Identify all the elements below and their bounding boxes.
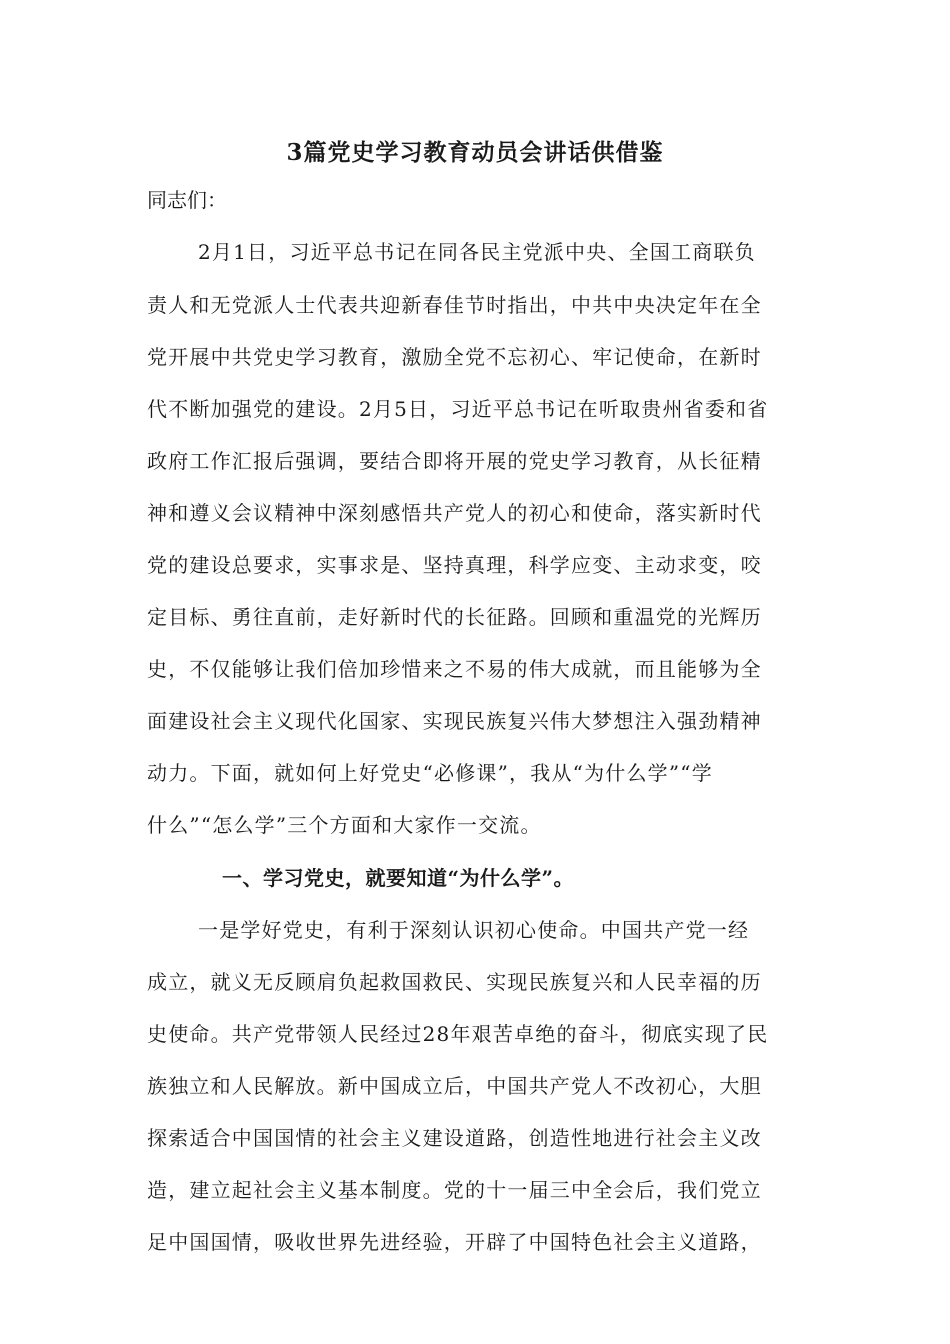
section-heading: 一、学习党史，就要知道“为什么学”。 bbox=[222, 866, 575, 890]
paragraph-line: 足中国国情，吸收世界先进经验，开辟了中国特色社会主义道路， bbox=[147, 1230, 762, 1254]
paragraph-line: 造，建立起社会主义基本制度。党的十一届三中全会后，我们党立 bbox=[147, 1178, 762, 1202]
paragraph-line: 党的建设总要求，实事求是、坚持真理，科学应变、主动求变，咬 bbox=[147, 553, 762, 577]
paragraph-line: 定目标、勇往直前，走好新时代的长征路。回顾和重温党的光辉历 bbox=[147, 605, 762, 629]
paragraph-line: 一是学好党史，有利于深刻认识初心使命。中国共产党一经 bbox=[198, 918, 750, 942]
paragraph-line: 神和遵义会议精神中深刻感悟共产党人的初心和使命，落实新时代 bbox=[147, 501, 762, 525]
paragraph-line: 政府工作汇报后强调，要结合即将开展的党史学习教育，从长征精 bbox=[147, 449, 762, 473]
paragraph-line: 党开展中共党史学习教育，激励全党不忘初心、牢记使命，在新时 bbox=[147, 345, 762, 369]
document-title: 3篇党史学习教育动员会讲话供借鉴 bbox=[286, 139, 664, 166]
paragraph-line: 成立，就义无反顾肩负起救国救民、实现民族复兴和人民幸福的历 bbox=[147, 970, 762, 994]
paragraph-line: 2月1日，习近平总书记在同各民主党派中央、全国工商联负 bbox=[198, 240, 756, 264]
paragraph-line: 什么”“怎么学”三个方面和大家作一交流。 bbox=[147, 813, 542, 837]
paragraph-line: 动力。下面，就如何上好党史“必修课”，我从“为什么学”“学 bbox=[147, 761, 713, 785]
paragraph-line: 面建设社会主义现代化国家、实现民族复兴伟大梦想注入强劲精神 bbox=[147, 709, 762, 733]
paragraph-line: 族独立和人民解放。新中国成立后，中国共产党人不改初心，大胆 bbox=[147, 1074, 762, 1098]
paragraph-line: 责人和无党派人士代表共迎新春佳节时指出，中共中央决定年在全 bbox=[147, 293, 762, 317]
paragraph-line: 探索适合中国国情的社会主义建设道路，创造性地进行社会主义改 bbox=[147, 1126, 762, 1150]
salutation: 同志们： bbox=[147, 188, 227, 212]
paragraph-line: 史使命。共产党带领人民经过28年艰苦卓绝的奋斗，彻底实现了民 bbox=[147, 1022, 769, 1046]
paragraph-line: 史，不仅能够让我们倍加珍惜来之不易的伟大成就，而且能够为全 bbox=[147, 657, 762, 681]
paragraph-line: 代不断加强党的建设。2月5日，习近平总书记在听取贵州省委和省 bbox=[147, 397, 769, 421]
